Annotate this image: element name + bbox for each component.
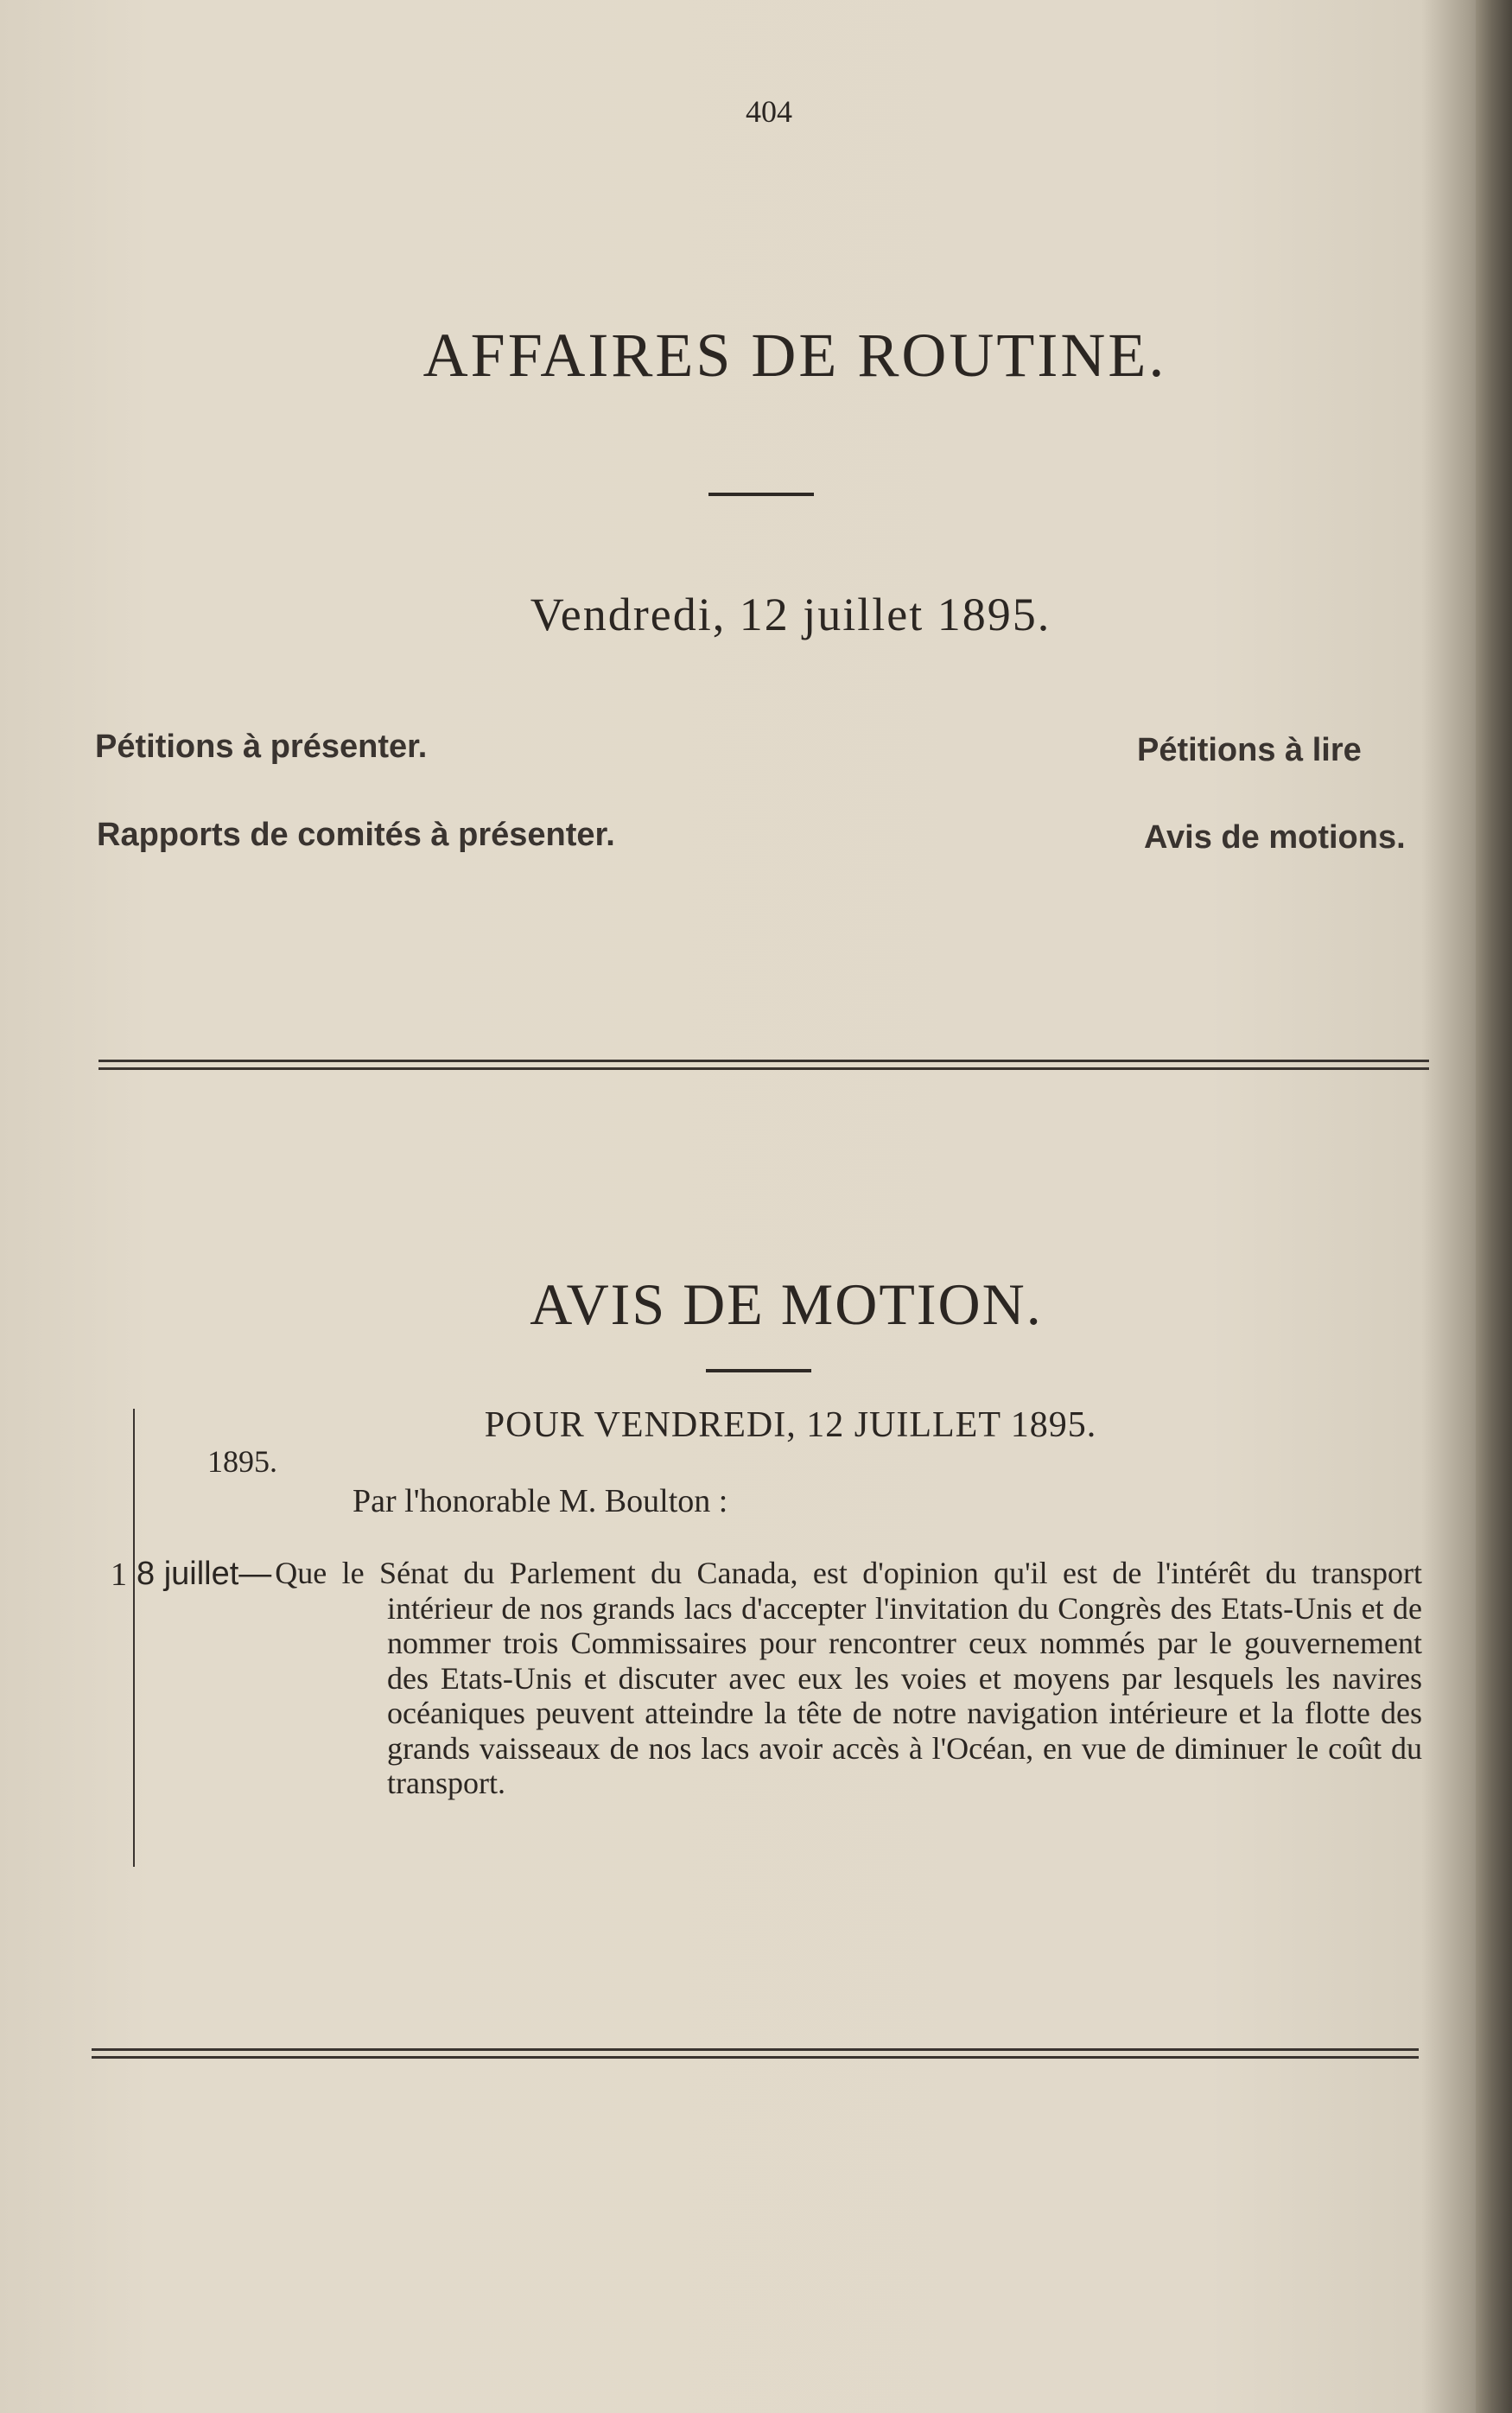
section-title-routine: AFFAIRES DE ROUTINE. — [422, 321, 1167, 390]
routine-item-committee-reports: Rapports de comités à présenter. — [97, 817, 615, 853]
section-divider — [98, 1060, 1429, 1070]
routine-item-petitions-read: Pétitions à lire — [1137, 732, 1362, 768]
motion-date: 8 juillet— — [137, 1556, 272, 1592]
session-date: Vendredi, 12 juillet 1895. — [530, 589, 1051, 640]
routine-item-petitions-present: Pétitions à présenter. — [95, 729, 428, 765]
notice-heading: POUR VENDREDI, 12 JUILLET 1895. — [484, 1405, 1097, 1445]
page-number: 404 — [746, 94, 792, 129]
margin-year: 1895. — [207, 1444, 277, 1479]
title-rule-notice — [706, 1369, 811, 1372]
routine-item-motion-notices: Avis de motions. — [1144, 819, 1406, 856]
motion-mover: Par l'honorable M. Boulton : — [353, 1483, 728, 1519]
title-rule — [708, 493, 814, 496]
section-title-notice: AVIS DE MOTION. — [530, 1271, 1043, 1337]
motion-number: 1 — [111, 1557, 127, 1593]
bottom-divider — [92, 2048, 1419, 2059]
motion-text: Que le Sénat du Parlement du Canada, est d'opinion qu'il est de l'intérêt du transport intérieur de nos grands lacs d'accepter l'invitation du Congrès des Etats-Unis et de nommer trois Commissaires pour rencontrer ceux nommés par le gouvernement des Etats-Unis et discuter avec eux les voies et moyens par lesquels les navires océaniques peuvent atteindre la tête de notre navigation intérieure et la flotte des grands vaisseaux de nos lacs avoir accès à l'Océan, en vue de diminuer le coût du transport. — [275, 1556, 1422, 1800]
margin-rule — [133, 1409, 135, 1867]
